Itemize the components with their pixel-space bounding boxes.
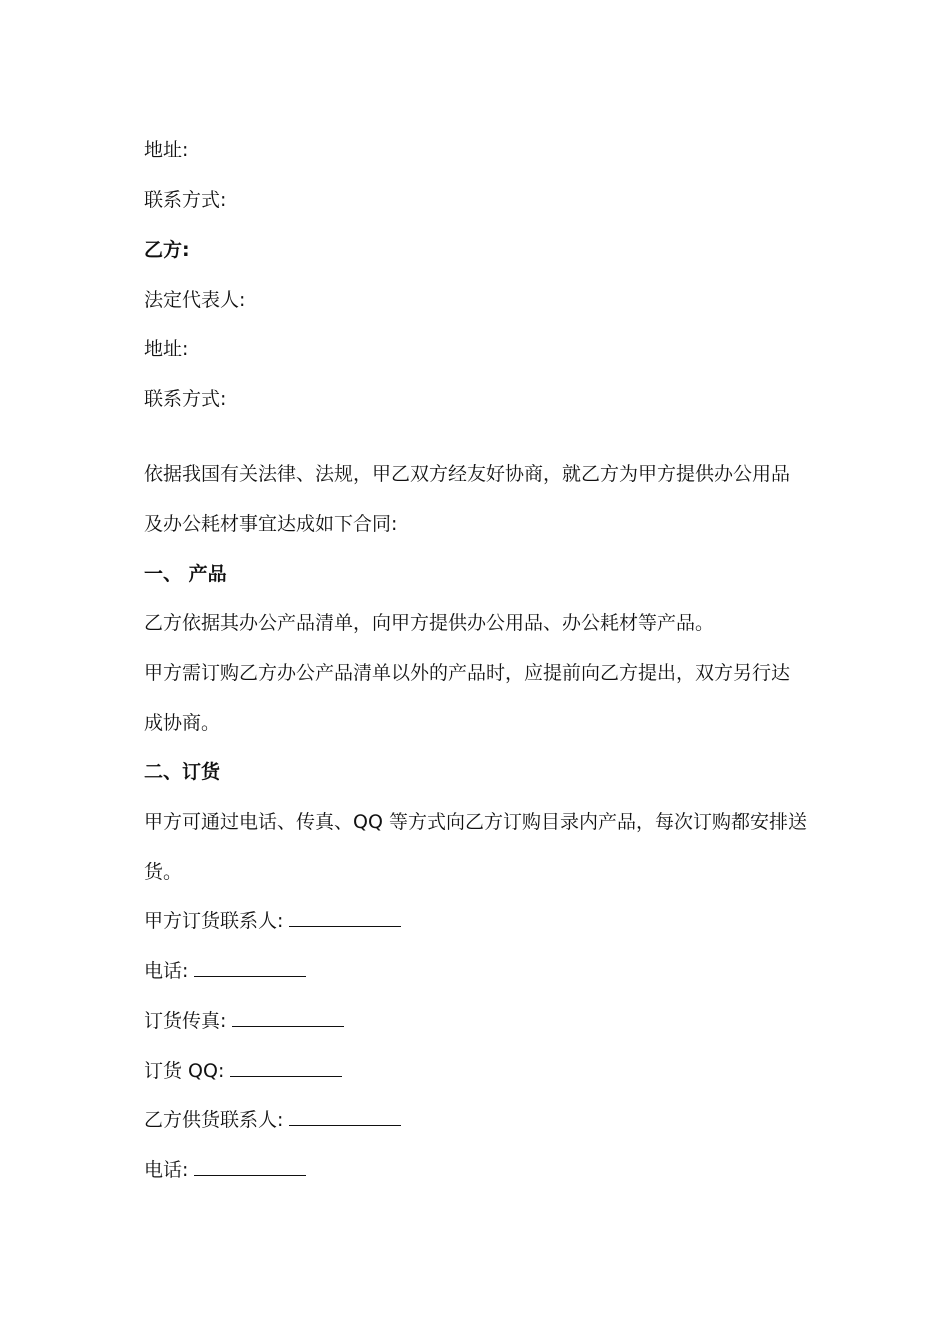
party-a-address-label: 地址: xyxy=(144,139,189,161)
fill-in-blank xyxy=(232,1008,344,1027)
field-label: 订货 QQ: xyxy=(144,1060,225,1082)
section-1-paragraph-2-line-1: 甲方需订购乙方办公产品清单以外的产品时，应提前向乙方提出，双方另行达 xyxy=(144,662,791,684)
field-label: 电话: xyxy=(144,960,189,982)
fill-in-blank xyxy=(230,1058,342,1077)
preamble-line-2: 及办公耗材事宜达成如下合同: xyxy=(144,513,398,535)
party-b-heading: 乙方: xyxy=(144,239,190,261)
order-qq-field xyxy=(144,1058,342,1084)
party-b-address-label: 地址: xyxy=(144,338,189,360)
order-fax-field xyxy=(144,1008,344,1034)
party-b-contact-label: 联系方式: xyxy=(144,388,227,410)
party-a-phone-field xyxy=(144,958,306,984)
fill-in-blank xyxy=(289,908,401,927)
section-2-paragraph-line-1: 甲方可通过电话、传真、QQ 等方式向乙方订购目录内产品，每次订购都安排送 xyxy=(144,811,807,833)
party-a-contact-label: 联系方式: xyxy=(144,189,227,211)
field-label: 甲方订货联系人: xyxy=(144,910,284,932)
section-1-heading: 一、 产品 xyxy=(144,563,227,585)
party-b-supply-contact-field xyxy=(144,1107,401,1133)
section-1-paragraph-1: 乙方依据其办公产品清单，向甲方提供办公用品、办公耗材等产品。 xyxy=(144,612,715,634)
fill-in-blank xyxy=(289,1107,401,1126)
field-label: 乙方供货联系人: xyxy=(144,1109,284,1131)
party-a-order-contact-field xyxy=(144,908,401,934)
party-b-rep-label: 法定代表人: xyxy=(144,289,246,311)
section-2-paragraph-line-2: 货。 xyxy=(144,861,183,883)
field-label: 订货传真: xyxy=(144,1010,227,1032)
field-label: 电话: xyxy=(144,1159,189,1181)
section-1-paragraph-2-line-2: 成协商。 xyxy=(144,712,221,734)
preamble-line-1: 依据我国有关法律、法规，甲乙双方经友好协商，就乙方为甲方提供办公用品 xyxy=(144,463,791,485)
fill-in-blank xyxy=(194,958,306,977)
section-2-heading: 二、订货 xyxy=(144,761,221,783)
fill-in-blank xyxy=(194,1157,306,1176)
party-b-phone-field xyxy=(144,1157,306,1183)
